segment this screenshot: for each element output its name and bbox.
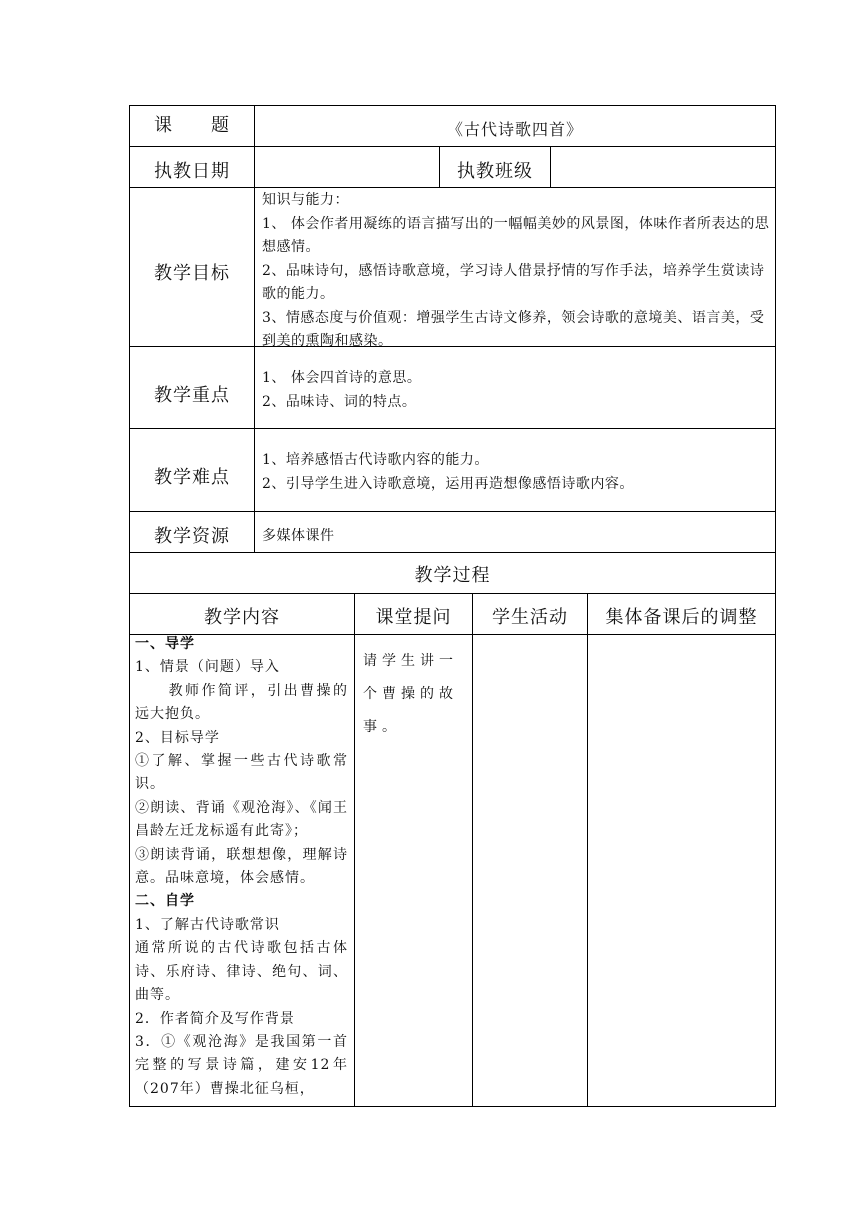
content-line: ③朗读背诵，联想想像，理解诗意。品味意境，体会感情。	[135, 846, 348, 887]
section-title-guide: 一、导学	[135, 636, 195, 652]
goals-label: 教学目标	[154, 263, 230, 284]
resources-label: 教学资源	[154, 526, 230, 547]
difficulties-label: 教学难点	[154, 467, 230, 488]
class-label: 执教班级	[457, 161, 533, 182]
content-line: 教师作简评，引出曹操的远大抱负。	[135, 682, 348, 723]
content-line: 通常所说的古代诗歌包括古体诗、乐府诗、律诗、绝句、词、曲等。	[135, 940, 348, 1004]
key-point-line: 1、 体会四首诗的意思。	[262, 370, 422, 386]
topic-value: 《古代诗歌四首》	[446, 120, 583, 139]
content-line: 3．①《观沧海》是我国第一首完整的写景诗篇，建安12年（207年）曹操北征乌桓，	[135, 1033, 348, 1097]
goals-line: 知识与能力：	[262, 192, 349, 208]
difficulties-text	[262, 448, 770, 496]
difficulty-line: 2、引导学生进入诗歌意境，运用再造想像感悟诗歌内容。	[262, 476, 634, 492]
content-line: 2、目标导学	[135, 729, 220, 746]
difficulty-line: 1、培养感悟古代诗歌内容的能力。	[262, 452, 489, 468]
section-title-self-study: 二、自学	[135, 893, 195, 910]
resources-value: 多媒体课件	[262, 528, 335, 544]
column-header-adjust: 集体备课后的调整	[605, 607, 758, 628]
key-points-text	[262, 366, 770, 414]
content-line: 1、情景（问题）导入	[135, 659, 280, 676]
date-label: 执教日期	[154, 161, 230, 182]
goals-text	[262, 189, 770, 354]
classroom-question: 请学生讲一个曹操的故事。	[363, 653, 458, 735]
goals-line: 2、品味诗句，感悟诗歌意境，学习诗人借景抒情的写作手法，培养学生赏读诗歌的能力。	[262, 262, 765, 302]
key-points-label: 教学重点	[154, 385, 230, 406]
key-point-line: 2、品味诗、词的特点。	[262, 394, 417, 410]
goals-line: 1、 体会作者用凝练的语言描写出的一幅幅美妙的风景图，体味作者所表达的思想感情。	[262, 215, 770, 255]
content-line: ②朗读、背诵《观沧海》、《闻王昌龄左迁龙标遥有此寄》；	[135, 799, 348, 840]
column-header-question: 课堂提问	[375, 607, 452, 628]
topic-label: 课 题	[154, 115, 230, 136]
content-line: 2．作者简介及写作背景	[135, 1010, 295, 1027]
column-header-content: 教学内容	[204, 607, 280, 628]
process-title: 教学过程	[414, 565, 491, 586]
column-header-activity: 学生活动	[492, 607, 568, 628]
content-line: ①了解、掌握一些古代诗歌常识。	[135, 753, 348, 793]
goals-line: 3、情感态度与价值观：增强学生古诗文修养，领会诗歌的意境美、语言美，受到美的熏陶和感染。	[262, 309, 765, 349]
content-line: 1、了解古代诗歌常识	[135, 916, 280, 933]
process-content	[135, 633, 348, 1101]
